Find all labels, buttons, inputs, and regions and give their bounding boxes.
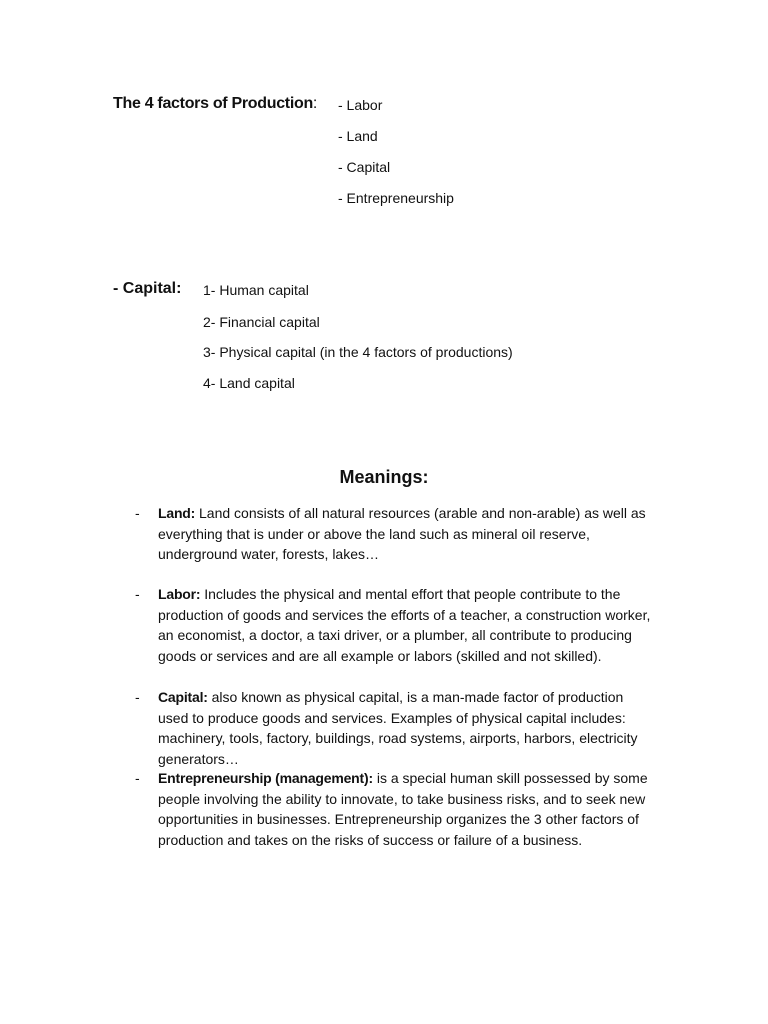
capital-item-financial: 2- Financial capital xyxy=(203,314,320,330)
list-dash: - xyxy=(135,586,140,602)
factors-heading-text: The 4 factors of Production xyxy=(113,95,313,112)
capital-item-physical: 3- Physical capital (in the 4 factors of productions) xyxy=(203,344,513,360)
definition-term: Entrepreneurship (management): xyxy=(158,770,373,786)
meanings-title: Meanings: xyxy=(339,467,429,487)
list-dash: - xyxy=(135,505,140,521)
definition-text: is a special human skill possessed by some people involving the ability to innovate, to take business risks, and to seek new opportunities in businesses. Entrepreneurship organizes the 3 other factors of production and takes on the risks of success or failure of a business. xyxy=(158,770,648,848)
capital-heading: - Capital: xyxy=(113,280,182,297)
factor-item-labor: - Labor xyxy=(338,97,383,113)
factor-item-land: - Land xyxy=(338,128,378,144)
definition-entrepreneurship xyxy=(135,768,655,850)
definition-labor xyxy=(135,584,655,666)
list-dash: - xyxy=(135,770,140,786)
definition-text: also known as physical capital, is a man-made factor of production used to produce goods and services. Examples of physical capital includes: machinery, tools, factory, buildings, road systems, airports, harbors, electricity generators… xyxy=(158,689,638,767)
definition-term: Capital: xyxy=(158,689,208,705)
factor-item-capital: - Capital xyxy=(338,159,391,175)
definition-term: Labor: xyxy=(158,586,201,602)
definition-text: Land consists of all natural resources (arable and non-arable) as well as everything that is under or above the land such as mineral oil reserve, underground water, forests, lakes… xyxy=(158,505,646,562)
factors-heading xyxy=(113,95,317,113)
definition-text: Includes the physical and mental effort that people contribute to the production of goods and services the efforts of a teacher, a construction worker, an economist, a doctor, a taxi driver, or a plumber, all contribute to producing goods or services and are all example or labors (skilled and not skilled). xyxy=(158,586,651,664)
definition-term: Land: xyxy=(158,505,196,521)
list-dash: - xyxy=(135,689,140,705)
definition-capital xyxy=(135,687,655,769)
definition-land xyxy=(135,503,655,565)
capital-item-human: 1- Human capital xyxy=(203,282,309,298)
factor-item-entrepreneurship: - Entrepreneurship xyxy=(338,190,454,206)
factors-heading-colon: : xyxy=(312,95,318,112)
capital-item-land: 4- Land capital xyxy=(203,375,295,391)
